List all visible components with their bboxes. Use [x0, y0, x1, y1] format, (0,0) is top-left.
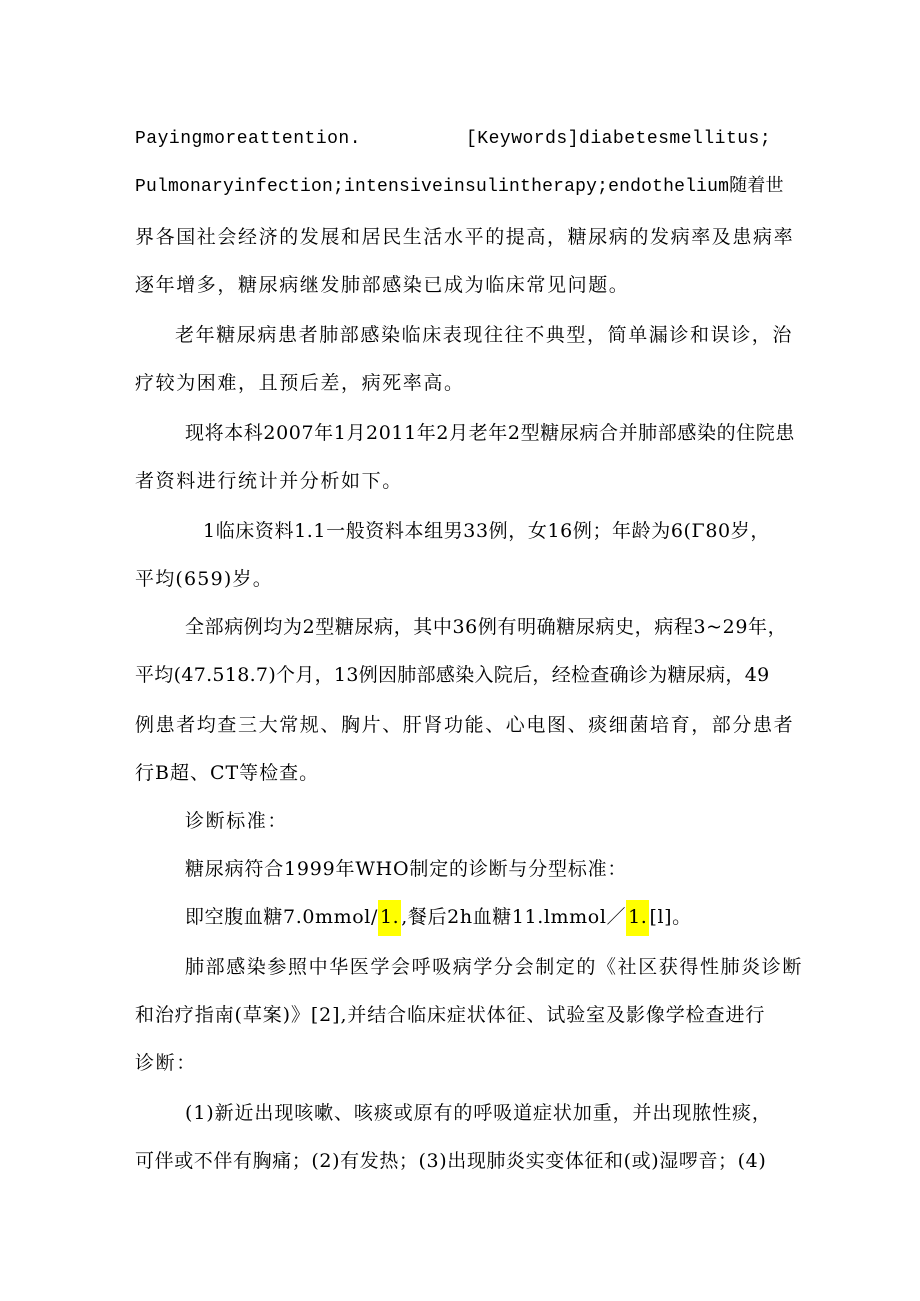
- text-line: 例患者均查三大常规、胸片、肝肾功能、心电图、痰细菌培育，部分患者: [135, 714, 795, 736]
- paragraph-first-line: 老年糖尿病患者肺部感染临床表现往往不典型，简单漏诊和误诊，治: [175, 324, 794, 346]
- highlighted-text: 1.: [378, 900, 401, 936]
- text-line: 和治疗指南(草案)》[2],并结合临床症状体征、试验室及影像学检查进行: [135, 1004, 766, 1026]
- section-heading-line: 1临床资料1.1一般资料本组男33例，女16例；年龄为6(Γ80岁，: [203, 520, 770, 542]
- text-segment: 即空腹血糖7.0mmol/: [185, 906, 378, 928]
- text-segment: Payingmoreattention.: [135, 129, 362, 149]
- keywords-label: [466, 126, 771, 152]
- paragraph-first-line: (1)新近出现咳嗽、咳痰或原有的呼吸道症状加重，并出现脓性痰，: [185, 1102, 772, 1124]
- text-line: 逐年增多，糖尿病继发肺部感染已成为临床常见问题。: [135, 274, 630, 296]
- paragraph-first-line: 全部病例均为2型糖尿病，其中36例有明确糖尿病史，病程3~29年，: [185, 616, 788, 638]
- text-line: 平均(47.518.7)个月，13例因肺部感染入院后，经检查确诊为糖尿病，49: [135, 664, 770, 686]
- highlighted-text: 1.: [626, 900, 649, 936]
- text-line: 可伴或不伴有胸痛；(2)有发热；(3)出现肺炎实变体征和(或)湿啰音；(4): [135, 1150, 767, 1172]
- paragraph-first-line: 现将本科2007年1月2011年2月老年2型糖尿病合并肺部感染的住院患: [185, 422, 795, 444]
- text-line: 平均(659)岁。: [135, 568, 273, 590]
- text-segment: [Keywords]diabetesmellitus;: [466, 129, 772, 149]
- text-line: 疗较为困难，且预后差，病死率高。: [135, 372, 465, 394]
- text-line: 糖尿病符合1999年WHO制定的诊断与分型标准：: [185, 858, 628, 880]
- text-line: 诊断：: [135, 1052, 197, 1074]
- text-segment: ,餐后2h血糖11.lmmol／: [401, 906, 627, 928]
- text-line: [135, 126, 361, 152]
- paragraph-first-line: 肺部感染参照中华医学会呼吸病学分会制定的《社区获得性肺炎诊断: [185, 956, 804, 978]
- text-line: 行B超、CT等检查。: [135, 762, 320, 784]
- glucose-criteria-line: [185, 904, 692, 930]
- text-segment: [l]。: [649, 906, 692, 928]
- text-line: 界各国社会经济的发展和居民生活水平的提高，糖尿病的发病率及患病率: [135, 226, 795, 248]
- text-line: Pulmonaryinfection;intensiveinsulintherapy;endothelium随着世: [135, 177, 784, 197]
- subheading: 诊断标准：: [185, 810, 289, 832]
- text-line: 者资料进行统计并分析如下。: [135, 470, 403, 492]
